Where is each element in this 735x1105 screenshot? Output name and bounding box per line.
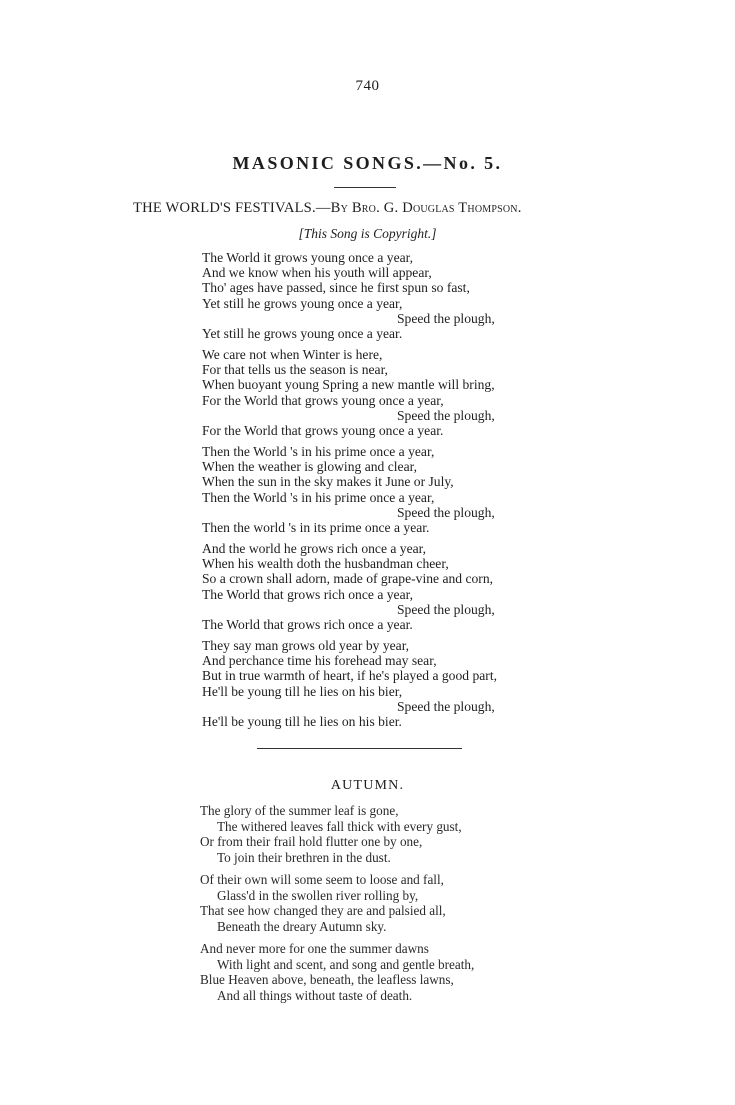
verse-line: And perchance time his forehead may sear,: [202, 653, 437, 669]
copyright-note: [0, 226, 735, 242]
refrain-line: Speed the plough,: [397, 504, 495, 520]
song-title-lead: THE WORLD'S FESTIVALS.—: [133, 200, 331, 216]
song-stanza: [202, 250, 495, 341]
verse-line: So a crown shall adorn, made of grape-vine and corn,: [202, 571, 494, 587]
poem-stanza: [200, 941, 474, 1003]
poem-line: Of their own will some seem to loose and fall,: [200, 872, 444, 887]
poem-line: The glory of the summer leaf is gone,: [200, 803, 399, 818]
copyright-close: ]: [431, 226, 437, 241]
verse-line: Tho' ages have passed, since he first spun so fast,: [202, 280, 470, 296]
verse-line: For the World that grows young once a year,: [202, 392, 444, 408]
verse-line: When the weather is glowing and clear,: [202, 459, 417, 475]
poem-line: Or from their frail hold flutter one by one,: [200, 834, 423, 849]
poem-line: That see how changed they are and palsied all,: [200, 903, 446, 918]
verse-line: When buoyant young Spring a new mantle will bring,: [202, 377, 495, 393]
verse-line: Yet still he grows young once a year.: [202, 325, 403, 341]
poem-title: AUTUMN.: [330, 778, 405, 793]
verse-line: The World it grows young once a year,: [202, 250, 414, 265]
poem-line: The withered leaves fall thick with every gust,: [217, 818, 462, 834]
song-stanza: [202, 638, 497, 729]
verse-line: Then the World 's in his prime once a year,: [202, 444, 435, 459]
copyright-text: This Song is Copyright.: [303, 226, 432, 241]
verse-line: He'll be young till he lies on his bier.: [202, 713, 402, 729]
verse-line: When the sun in the sky makes it June or July,: [202, 474, 454, 490]
poem-stanza: [200, 803, 462, 865]
verse-line: The World that grows rich once a year.: [202, 616, 413, 632]
refrain-line: Speed the plough,: [397, 310, 495, 326]
song-author: By Bro. G. Douglas Thompson.: [330, 200, 522, 216]
section-title: MASONIC SONGS.—No. 5.: [232, 153, 503, 173]
verse-line: Then the World 's in his prime once a year,: [202, 489, 435, 505]
verse-line: For that tells us the season is near,: [202, 362, 388, 378]
verse-line: He'll be young till he lies on his bier,: [202, 683, 403, 699]
poem-line: Beneath the dreary Autumn sky.: [217, 918, 387, 934]
song-title: [133, 200, 573, 217]
verse-line: But in true warmth of heart, if he's played a good part,: [202, 668, 498, 684]
poem-line: Blue Heaven above, beneath, the leafless lawns,: [200, 972, 454, 987]
verse-line: And we know when his youth will appear,: [202, 265, 432, 281]
poem-stanza: [200, 872, 446, 934]
verse-line: For the World that grows young once a year.: [202, 422, 444, 438]
verse-line: They say man grows old year by year,: [202, 638, 410, 653]
verse-line: The World that grows rich once a year,: [202, 586, 414, 602]
song-stanza: [202, 541, 495, 632]
verse-line: When his wealth doth the husbandman cheer,: [202, 556, 449, 572]
song-stanza: [202, 347, 495, 438]
verse-line: Then the world 's in its prime once a year.: [202, 519, 430, 535]
poem-line: Glass'd in the swollen river rolling by,: [217, 887, 419, 903]
poem-line: To join their brethren in the dust.: [217, 849, 391, 865]
refrain-line: Speed the plough,: [397, 601, 495, 617]
copyright-open: [: [298, 226, 304, 241]
verse-line: We care not when Winter is here,: [202, 347, 383, 362]
poem-line: And never more for one the summer dawns: [200, 941, 429, 956]
section-divider: [257, 748, 462, 749]
verse-line: And the world he grows rich once a year,: [202, 541, 427, 556]
poem-line: And all things without taste of death.: [217, 987, 413, 1003]
title-divider: [334, 187, 396, 188]
refrain-line: Speed the plough,: [397, 698, 495, 714]
verse-line: Yet still he grows young once a year,: [202, 295, 403, 311]
page-number: 740: [355, 78, 380, 94]
refrain-line: Speed the plough,: [397, 407, 495, 423]
song-stanza: [202, 444, 495, 535]
poem-line: With light and scent, and song and gentle breath,: [217, 956, 475, 972]
